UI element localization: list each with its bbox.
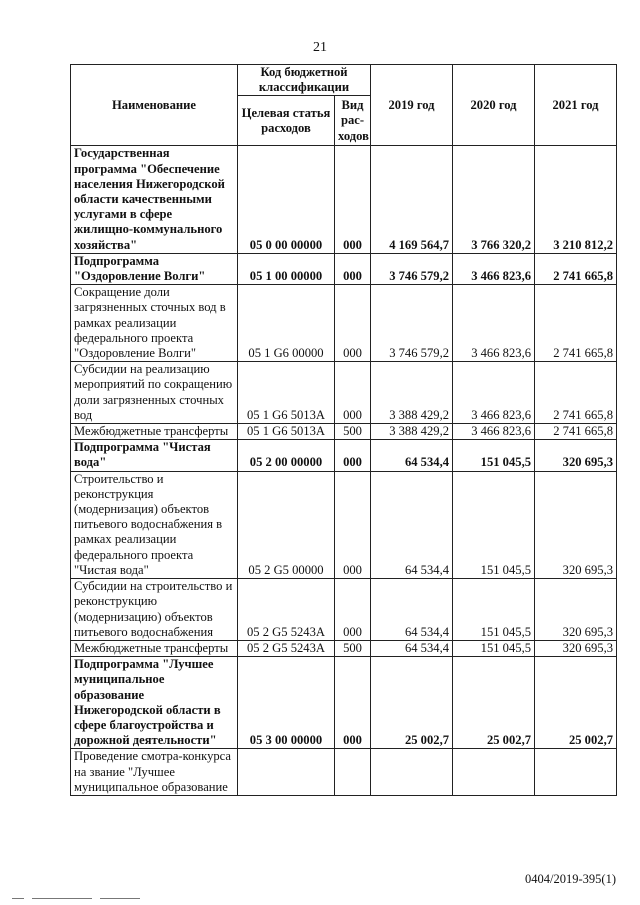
row-value-2019: 64 534,4 xyxy=(371,440,453,471)
table-row xyxy=(71,285,617,362)
bottom-dash xyxy=(100,898,140,899)
row-value-2019: 3 388 429,2 xyxy=(371,362,453,424)
row-target-code: 05 2 00 00000 xyxy=(238,440,335,471)
row-name: Подпрограмма "Оздоровление Волги" xyxy=(71,253,238,284)
row-value-2019: 25 002,7 xyxy=(371,657,453,749)
row-expense-type: 000 xyxy=(335,253,371,284)
row-value-2021: 320 695,3 xyxy=(535,640,617,656)
row-value-2020: 3 466 823,6 xyxy=(453,253,535,284)
table-row xyxy=(71,471,617,578)
row-value-2020: 3 466 823,6 xyxy=(453,285,535,362)
row-value-2020: 151 045,5 xyxy=(453,471,535,578)
row-expense-type: 000 xyxy=(335,471,371,578)
page-number: 21 xyxy=(313,40,327,55)
row-value-2019 xyxy=(371,749,453,796)
row-expense-type: 000 xyxy=(335,362,371,424)
row-target-code: 05 1 00 00000 xyxy=(238,253,335,284)
row-value-2021: 320 695,3 xyxy=(535,471,617,578)
row-expense-type: 000 xyxy=(335,440,371,471)
row-name: Подпрограмма "Чистая вода" xyxy=(71,440,238,471)
budget-table xyxy=(70,64,617,796)
header-target: Целевая статья расходов xyxy=(238,96,335,146)
row-value-2021: 2 741 665,8 xyxy=(535,285,617,362)
row-expense-type: 000 xyxy=(335,579,371,641)
row-value-2021: 320 695,3 xyxy=(535,579,617,641)
row-name: Сокращение доли загрязненных сточных вод в рамках реализации федерального проекта "Оздоровление Волги" xyxy=(71,285,238,362)
row-target-code xyxy=(238,749,335,796)
row-value-2020: 25 002,7 xyxy=(453,657,535,749)
row-target-code: 05 2 G5 00000 xyxy=(238,471,335,578)
row-expense-type: 500 xyxy=(335,640,371,656)
bottom-dash xyxy=(32,898,92,899)
row-target-code: 05 1 G6 00000 xyxy=(238,285,335,362)
row-name: Подпрограмма "Лучшее муниципальное образование Нижегородской области в сфере благоустройства и дорожной деятельности" xyxy=(71,657,238,749)
document-id: 0404/2019-395(1) xyxy=(525,872,616,886)
header-code-group: Код бюджетной классификации xyxy=(238,65,371,96)
row-target-code: 05 1 G6 5013A xyxy=(238,424,335,440)
row-name: Государственная программа "Обеспечение населения Нижегородской области качественными услугами в сфере жилищно-коммунального хозяйства" xyxy=(71,146,238,253)
table-row xyxy=(71,640,617,656)
row-name: Субсидии на строительство и реконструкцию (модернизацию) объектов питьевого водоснабжения xyxy=(71,579,238,641)
header-2021: 2021 год xyxy=(535,65,617,146)
table-row xyxy=(71,657,617,749)
table-row xyxy=(71,362,617,424)
row-target-code: 05 3 00 00000 xyxy=(238,657,335,749)
row-value-2019: 4 169 564,7 xyxy=(371,146,453,253)
row-expense-type: 000 xyxy=(335,285,371,362)
row-value-2020: 3 766 320,2 xyxy=(453,146,535,253)
row-value-2019: 64 534,4 xyxy=(371,471,453,578)
row-value-2021: 3 210 812,2 xyxy=(535,146,617,253)
row-value-2021: 2 741 665,8 xyxy=(535,362,617,424)
row-value-2021: 320 695,3 xyxy=(535,440,617,471)
row-target-code: 05 1 G6 5013A xyxy=(238,362,335,424)
row-name: Межбюджетные трансферты xyxy=(71,424,238,440)
table-row xyxy=(71,424,617,440)
table-row xyxy=(71,749,617,796)
row-expense-type: 000 xyxy=(335,657,371,749)
row-value-2021: 25 002,7 xyxy=(535,657,617,749)
header-vid: Вид рас-ходов xyxy=(335,96,371,146)
row-value-2019: 3 388 429,2 xyxy=(371,424,453,440)
row-target-code: 05 0 00 00000 xyxy=(238,146,335,253)
row-value-2019: 64 534,4 xyxy=(371,579,453,641)
table-row xyxy=(71,146,617,253)
row-value-2020: 3 466 823,6 xyxy=(453,362,535,424)
bottom-dash xyxy=(12,898,24,899)
header-2020: 2020 год xyxy=(453,65,535,146)
row-target-code: 05 2 G5 5243A xyxy=(238,579,335,641)
row-value-2021 xyxy=(535,749,617,796)
row-value-2019: 64 534,4 xyxy=(371,640,453,656)
row-expense-type: 500 xyxy=(335,424,371,440)
row-value-2019: 3 746 579,2 xyxy=(371,253,453,284)
table-row xyxy=(71,440,617,471)
row-value-2020 xyxy=(453,749,535,796)
row-value-2020: 151 045,5 xyxy=(453,640,535,656)
table-row xyxy=(71,253,617,284)
row-name: Субсидии на реализацию мероприятий по сокращению доли загрязненных сточных вод xyxy=(71,362,238,424)
row-expense-type xyxy=(335,749,371,796)
row-value-2019: 3 746 579,2 xyxy=(371,285,453,362)
row-value-2021: 2 741 665,8 xyxy=(535,253,617,284)
header-2019: 2019 год xyxy=(371,65,453,146)
header-name: Наименование xyxy=(71,65,238,146)
row-target-code: 05 2 G5 5243A xyxy=(238,640,335,656)
row-name: Межбюджетные трансферты xyxy=(71,640,238,656)
row-value-2021: 2 741 665,8 xyxy=(535,424,617,440)
row-value-2020: 151 045,5 xyxy=(453,579,535,641)
row-name: Проведение смотра-конкурса на звание "Лучшее муниципальное образование xyxy=(71,749,238,796)
table-row xyxy=(71,579,617,641)
row-name: Строительство и реконструкция (модернизация) объектов питьевого водоснабжения в рамках реализации федерального проекта "Чистая вода" xyxy=(71,471,238,578)
row-value-2020: 151 045,5 xyxy=(453,440,535,471)
row-value-2020: 3 466 823,6 xyxy=(453,424,535,440)
row-expense-type: 000 xyxy=(335,146,371,253)
